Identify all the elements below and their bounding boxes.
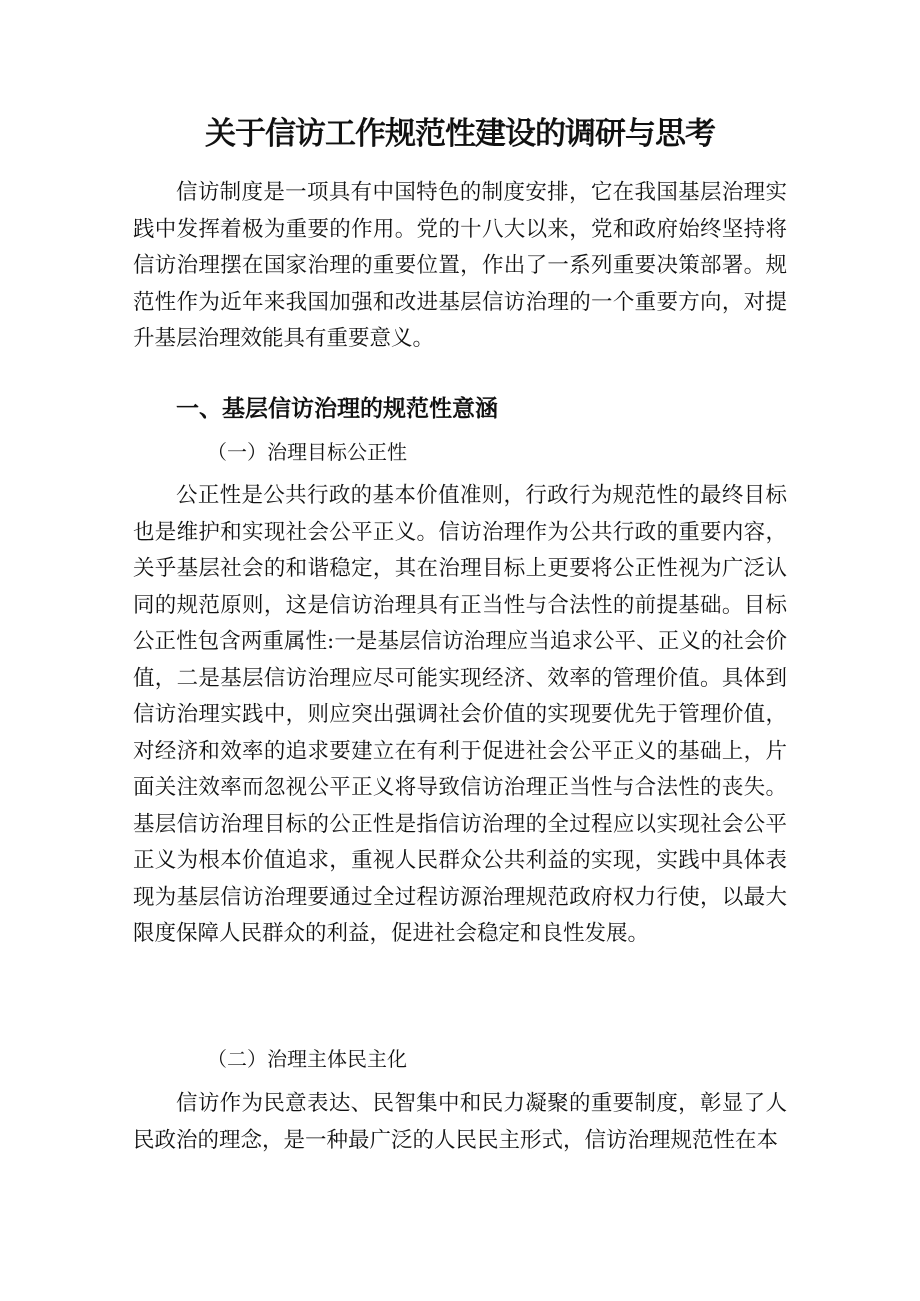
document-title: 关于信访工作规范性建设的调研与思考 <box>205 116 715 152</box>
section-heading-1: 一、基层信访治理的规范性意涵 <box>176 396 498 422</box>
subsection-heading-1: （一）治理目标公正性 <box>207 440 407 464</box>
subsection-1-paragraph: 公正性是公共行政的基本价值准则，行政行为规范性的最终目标也是维护和实现社会公平正义。信访治理作为公共行政的重要内容，关乎基层社会的和谐稳定，其在治理目标上更要将公正性视为广泛认同的规范原则，这是信访治理具有正当性与合法性的前提基础。目标公正性包含两重属性:一是基层信访治理应当追求公平、正义的社会价值，二是基层信访治理应尽可能实现经济、效率的管理价值。具体到信访治理实践中，则应突出强调社会价值的实现要优先于管理价值，对经济和效率的追求要建立在有利于促进社会公平正义的基础上，片面关注效率而忽视公平正义将导致信访治理正当性与合法性的丧失。基层信访治理目标的公正性是指信访治理的全过程应以实现社会公平正义为根本价值追求，重视人民群众公共利益的实现，实践中具体表现为基层信访治理要通过全过程访源治理规范政府权力行使，以最大限度保障人民群众的利益，促进社会稳定和良性发展。 <box>133 483 787 946</box>
intro-paragraph: 信访制度是一项具有中国特色的制度安排，它在我国基层治理实践中发挥着极为重要的作用。党的十八大以来，党和政府始终坚持将信访治理摆在国家治理的重要位置，作出了一系列重要决策部署。规范性作为近年来我国加强和改进基层信访治理的一个重要方向，对提升基层治理效能具有重要意义。 <box>133 180 787 351</box>
subsection-heading-2: （二）治理主体民主化 <box>207 1047 407 1071</box>
subsection-2-paragraph: 信访作为民意表达、民智集中和民力凝聚的重要制度，彰显了人民政治的理念，是一种最广泛的人民民主形式，信访治理规范性在本 <box>133 1091 787 1153</box>
